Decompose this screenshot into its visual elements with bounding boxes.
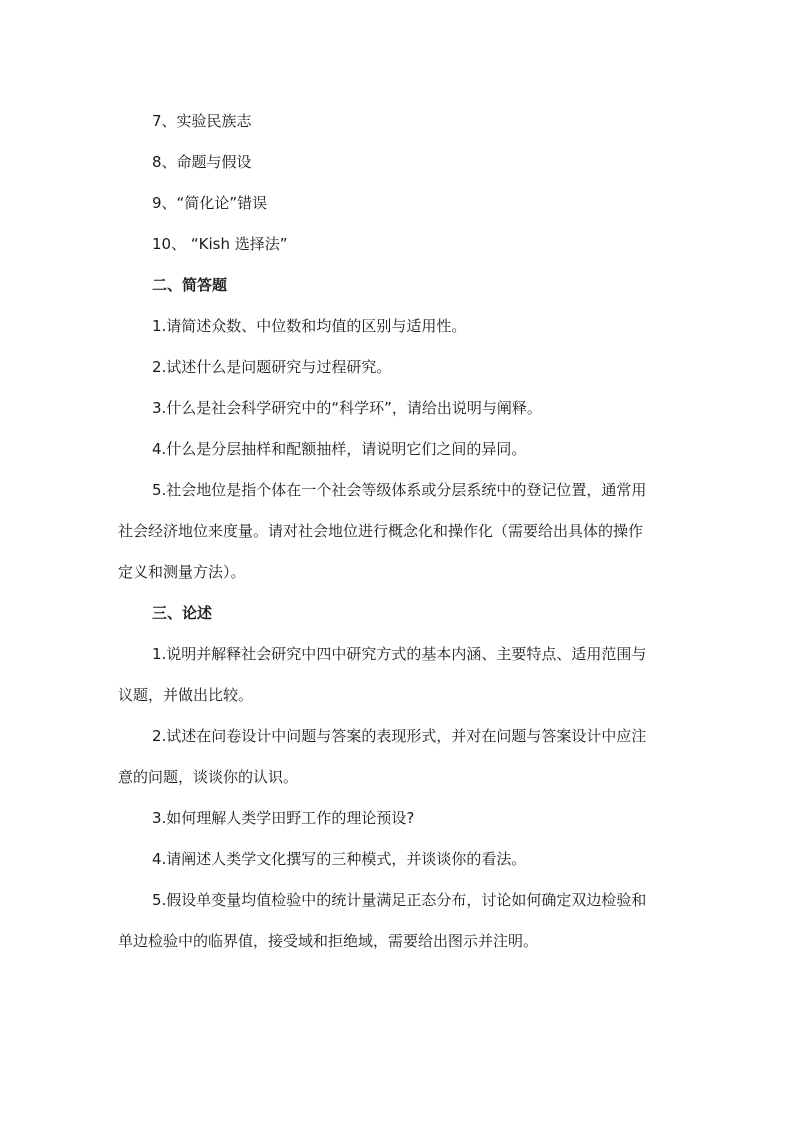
- term-9: 9、“简化论”错误: [152, 194, 268, 212]
- short-answer-q1: 1.请简述众数、中位数和均值的区别与适用性。: [152, 317, 467, 335]
- essay-q1-line1: 1.说明并解释社会研究中四中研究方式的基本内涵、主要特点、适用范围与: [152, 645, 647, 663]
- term-8: 8、命题与假设: [152, 153, 252, 171]
- term-10: 10、 “Kish 选择法”: [152, 235, 288, 253]
- essay-q5-line2: 单边检验中的临界值，接受域和拒绝域，需要给出图示并注明。: [118, 932, 539, 950]
- document-body: [118, 101, 688, 962]
- short-answer-q3: 3.什么是社会科学研究中的“科学环”，请给出说明与阐释。: [152, 399, 542, 417]
- short-answer-q5-line2: 社会经济地位来度量。请对社会地位进行概念化和操作化（需要给出具体的操作: [118, 522, 644, 540]
- section-heading-essay: 三、论述: [152, 604, 213, 622]
- essay-q2-line1: 2.试述在问卷设计中问题与答案的表现形式，并对在问题与答案设计中应注: [152, 727, 647, 745]
- short-answer-q5-line3: 定义和测量方法）。: [118, 563, 246, 581]
- essay-q3: 3.如何理解人类学田野工作的理论预设?: [152, 809, 415, 827]
- essay-q4: 4.请阐述人类学文化撰写的三种模式，并谈谈你的看法。: [152, 850, 527, 868]
- term-7: 7、实验民族志: [152, 112, 252, 130]
- short-answer-q2: 2.试述什么是问题研究与过程研究。: [152, 358, 392, 376]
- short-answer-q5-line1: 5.社会地位是指个体在一个社会等级体系或分层系统中的登记位置，通常用: [152, 481, 647, 499]
- section-heading-short-answer: 二、简答题: [152, 276, 228, 294]
- short-answer-q4: 4.什么是分层抽样和配额抽样，请说明它们之间的异同。: [152, 440, 527, 458]
- essay-q1-line2: 议题，并做出比较。: [118, 686, 254, 704]
- essay-q2-line2: 意的问题，谈谈你的认识。: [118, 768, 299, 786]
- essay-q5-line1: 5.假设单变量均值检验中的统计量满足正态分布，讨论如何确定双边检验和: [152, 891, 647, 909]
